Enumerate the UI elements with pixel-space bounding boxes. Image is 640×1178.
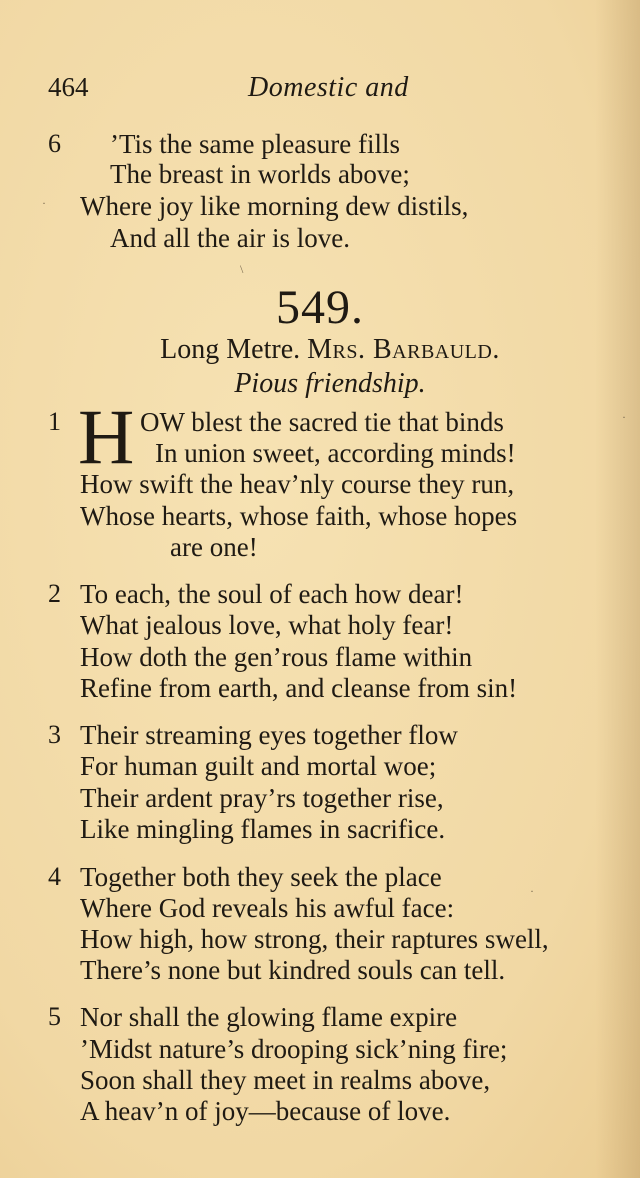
verse-number: 1 xyxy=(48,407,61,436)
page-header xyxy=(48,72,588,106)
drop-cap: H xyxy=(78,393,135,480)
hymn-meter: Long Metre. xyxy=(160,334,301,365)
hymn-title: Pious friendship. xyxy=(234,368,426,399)
verse-line: To each, the soul of each how dear! xyxy=(80,579,464,609)
verse-line: In union sweet, according minds! xyxy=(155,438,516,468)
page-number: 464 xyxy=(48,72,89,102)
hymn-author: Mrs. Barbauld. xyxy=(307,334,500,365)
running-head: Domestic and xyxy=(248,72,409,103)
verse-line: Their ardent pray’rs together rise, xyxy=(80,783,444,813)
print-speck: · xyxy=(530,884,534,898)
verse-line: A heav’n of joy—because of love. xyxy=(80,1096,451,1126)
verse-number: 6 xyxy=(48,129,61,158)
verse-line: Like mingling flames in sacrifice. xyxy=(80,814,446,844)
verse-line: Soon shall they meet in realms above, xyxy=(80,1065,491,1095)
print-speck: · xyxy=(42,196,46,210)
hymn-meter-line xyxy=(0,334,640,366)
verse-line: For human guilt and mortal woe; xyxy=(80,751,437,781)
verse-line: Refine from earth, and cleanse from sin! xyxy=(80,673,518,703)
verse-line: There’s none but kindred souls can tell. xyxy=(80,955,506,985)
print-speck: \ xyxy=(240,262,244,276)
verse-line: Nor shall the glowing flame expire xyxy=(80,1002,458,1032)
verse-line: OW blest the sacred tie that binds xyxy=(140,407,504,437)
print-speck: · xyxy=(622,410,626,424)
verse-line: How swift the heav’nly course they run, xyxy=(80,469,515,499)
verse-line: Where joy like morning dew distils, xyxy=(80,191,469,221)
hymn-number: 549. xyxy=(276,281,364,334)
verse-line: The breast in worlds above; xyxy=(110,159,410,189)
verse-number: 5 xyxy=(48,1002,61,1031)
verse-line: are one! xyxy=(170,532,258,562)
verse-line: ’Midst nature’s drooping sick’ning fire; xyxy=(80,1034,508,1064)
verse-line: How high, how strong, their raptures swell, xyxy=(80,924,549,954)
verse-line: And all the air is love. xyxy=(110,223,350,253)
verse-line: How doth the gen’rous flame within xyxy=(80,642,473,672)
verse-number: 4 xyxy=(48,862,61,891)
verse-line: Where God reveals his awful face: xyxy=(80,893,455,923)
verse-line: Together both they seek the place xyxy=(80,862,442,892)
verse-line: Their streaming eyes together flow xyxy=(80,720,458,750)
verse-number: 2 xyxy=(48,579,61,608)
verse-line: ’Tis the same pleasure fills xyxy=(110,129,400,159)
verse-line: What jealous love, what holy fear! xyxy=(80,610,454,640)
verse-number: 3 xyxy=(48,720,61,749)
verse-line: Whose hearts, whose faith, whose hopes xyxy=(80,501,518,531)
